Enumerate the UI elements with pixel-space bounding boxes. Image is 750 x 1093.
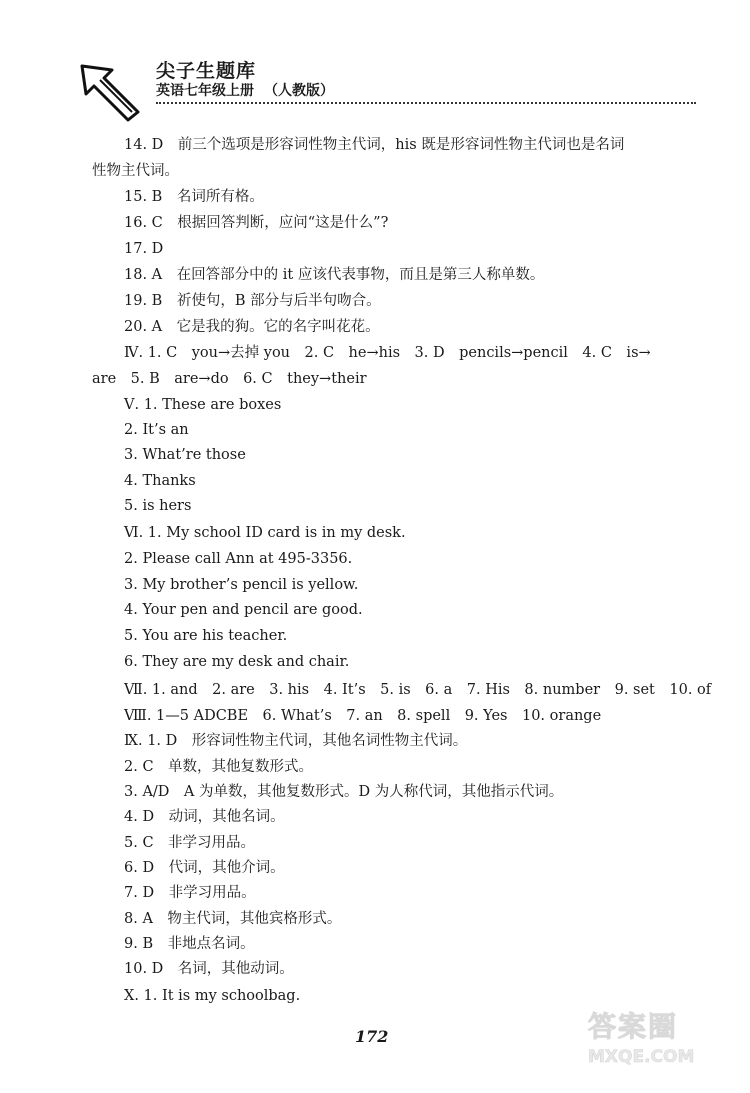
answer-line: 2. Please call Ann at 495-3356. [124,551,353,567]
answer-line: Ⅶ. 1. and 2. are 3. his 4. It’s 5. is 6. a 7. His 8. number 9. set 10. of [124,682,712,698]
page-number: 172 [355,1027,389,1046]
answer-line: 6. They are my desk and chair. [124,654,350,670]
answer-line: 15. B 名词所有格。 [124,189,264,205]
book-subtitle [156,80,334,100]
answer-line: 性物主代词。 [92,163,179,179]
answer-line: Ⅹ. 1. It is my schoolbag. [124,988,301,1004]
answer-line: 6. D 代词，其他介词。 [124,860,285,876]
answer-line: Ⅵ. 1. My school ID card is in my desk. [124,525,406,541]
page-header [78,42,698,122]
header-divider [156,102,696,104]
answer-line: 5. C 非学习用品。 [124,835,256,851]
answer-line: Ⅳ. 1. C you→去掉 you 2. C he→his 3. D pencils→pencil 4. C is→ [124,345,651,361]
answer-line: 3. A/D A 为单数，其他复数形式。D 为人称代词，其他指示代词。 [124,784,564,800]
answer-line: 5. is hers [124,498,192,514]
answer-line: 10. D 名词，其他动词。 [124,961,294,977]
answer-line: 4. D 动词，其他名词。 [124,809,285,825]
answer-line: are 5. B are→do 6. C they→their [92,371,367,387]
answer-line: 16. C 根据回答判断，应问“这是什么”? [124,215,389,231]
up-left-arrow-icon [78,62,142,122]
watermark-url: MXQE.COM [588,1047,695,1067]
answer-line: 7. D 非学习用品。 [124,885,256,901]
edition-label: （人教版） [264,83,334,99]
answer-line: Ⅴ. 1. These are boxes [124,397,282,413]
answer-line: 9. B 非地点名词。 [124,936,255,952]
answer-line: 20. A 它是我的狗。它的名字叫花花。 [124,319,380,335]
answer-line: 14. D 前三个选项是形容词性物主代词，his 既是形容词性物主代词也是名词 [124,137,625,153]
answer-line: 8. A 物主代词，其他宾格形式。 [124,911,342,927]
answer-line: Ⅷ. 1—5 ADCBE 6. What’s 7. an 8. spell 9. Yes 10. orange [124,708,602,724]
answer-line: 19. B 祈使句，B 部分与后半句吻合。 [124,293,381,309]
answer-line: 3. My brother’s pencil is yellow. [124,577,359,593]
watermark-logo [588,1005,728,1075]
watermark-text: 答案圈 [588,1010,679,1043]
answer-line: 2. C 单数，其他复数形式。 [124,759,314,775]
answer-line: 18. A 在回答部分中的 it 应该代表事物，而且是第三人称单数。 [124,267,545,283]
answer-line: Ⅸ. 1. D 形容词性物主代词，其他名词性物主代词。 [124,733,468,749]
book-title: 尖子生题库 [156,60,257,82]
answer-line: 4. Your pen and pencil are good. [124,602,363,618]
answer-line: 4. Thanks [124,473,196,489]
answer-line: 2. It’s an [124,422,189,438]
subtitle-text: 英语七年级上册 [156,83,254,99]
answer-line: 17. D [124,241,164,257]
answer-line: 5. You are his teacher. [124,628,288,644]
answer-line: 3. What’re those [124,447,246,463]
